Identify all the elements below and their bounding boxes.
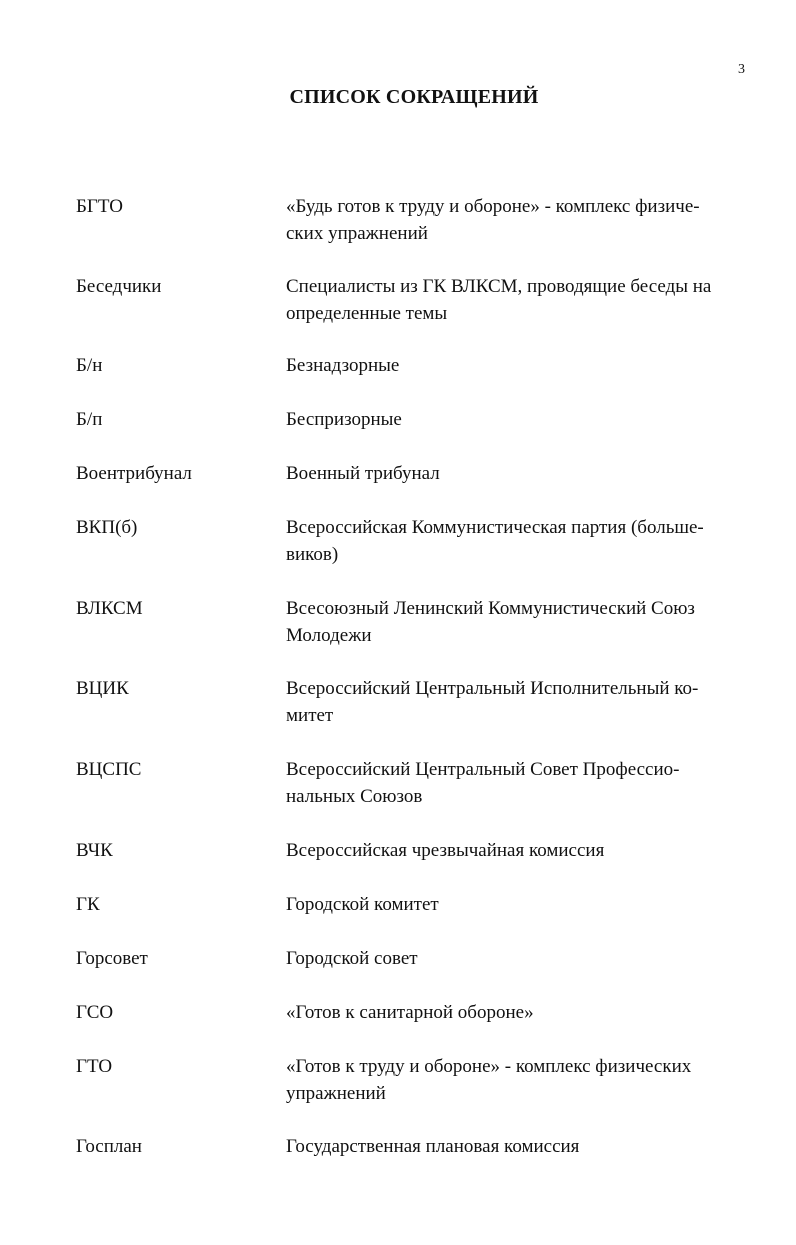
page-number: 3 (738, 62, 745, 77)
abbreviation-definition: «Готов к санитарной обороне» (286, 1002, 534, 1023)
abbreviation-definition: Всероссийская Коммунистическая партия (больше- виков) (286, 517, 704, 565)
abbreviation-term: ГСО (76, 1002, 114, 1023)
abbreviation-definition: Городской комитет (286, 894, 439, 915)
abbreviation-definition: Специалисты из ГК ВЛКСМ, проводящие беседы на определенные темы (286, 276, 712, 324)
abbreviation-term: Горсовет (76, 948, 148, 969)
abbreviation-term: ВЦСПС (76, 759, 142, 780)
abbreviation-term: ГТО (76, 1056, 113, 1077)
abbreviation-definition: Беспризорные (286, 409, 402, 430)
abbreviation-definition: Государственная плановая комиссия (286, 1136, 580, 1157)
abbreviation-term: ВЧК (76, 840, 113, 861)
abbreviation-definition: Городской совет (286, 948, 418, 969)
abbreviation-term: Госплан (76, 1136, 142, 1157)
abbreviation-term: БГТО (76, 196, 123, 217)
abbreviation-term: Воентрибунал (76, 463, 192, 484)
abbreviation-term: ВЦИК (76, 678, 129, 699)
abbreviation-definition: Всероссийский Центральный Исполнительный ко- митет (286, 678, 699, 726)
page-title: СПИСОК СОКРАЩЕНИЙ (289, 86, 539, 108)
abbreviation-definition: «Готов к труду и обороне» - комплекс физических упражнений (286, 1056, 692, 1104)
abbreviation-definition: Всесоюзный Ленинский Коммунистический Союз Молодежи (286, 598, 695, 646)
abbreviation-definition: Военный трибунал (286, 463, 440, 484)
abbreviation-term: ВЛКСМ (76, 598, 143, 619)
abbreviation-definition: Безнадзорные (286, 355, 400, 376)
abbreviation-term: Беседчики (76, 276, 162, 297)
abbreviation-definition: Всероссийский Центральный Совет Профессио- нальных Союзов (286, 759, 680, 807)
abbreviation-term: Б/н (76, 355, 103, 376)
abbreviation-definition: «Будь готов к труду и обороне» - комплекс физиче- ских упражнений (286, 196, 700, 244)
abbreviation-term: Б/п (76, 409, 103, 430)
abbreviation-definition: Всероссийская чрезвычайная комиссия (286, 840, 605, 861)
abbreviation-term: ГК (76, 894, 100, 915)
abbreviation-term: ВКП(б) (76, 517, 138, 538)
